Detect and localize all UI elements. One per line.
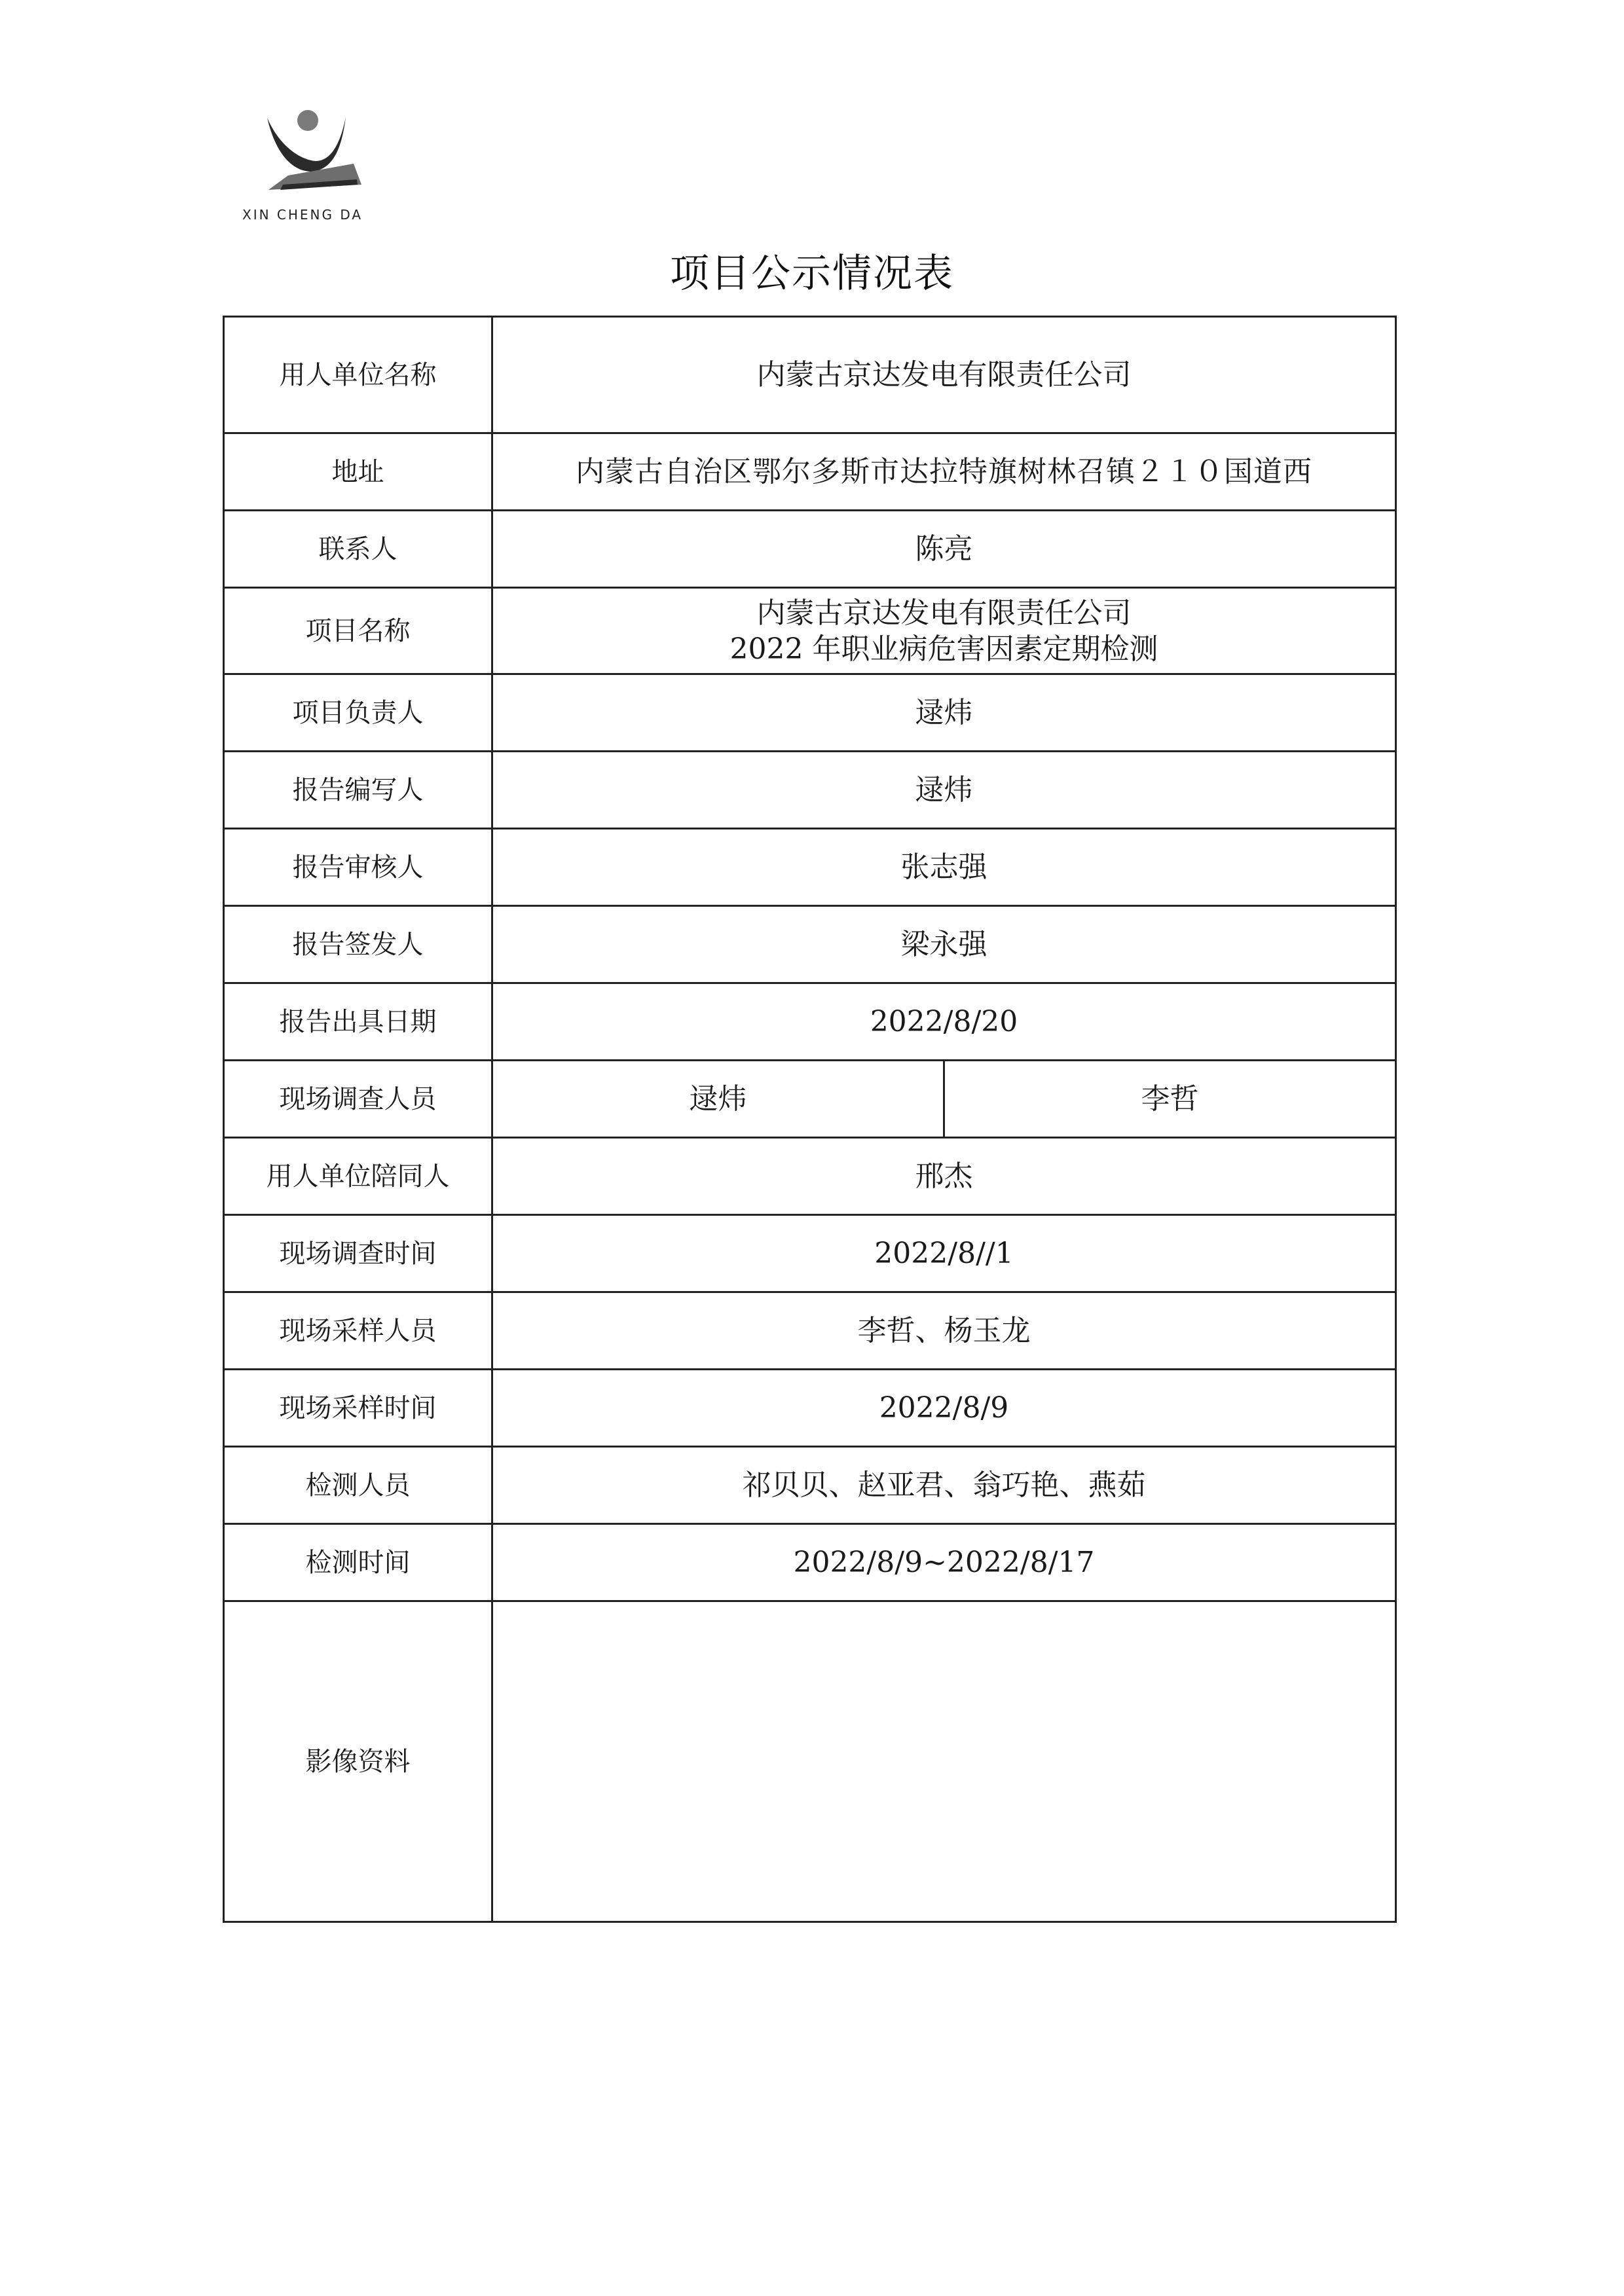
value-contact: 陈亮 xyxy=(492,511,1396,588)
value-sampling-time: 2022/8/9 xyxy=(492,1370,1396,1447)
table-row xyxy=(224,1370,1396,1447)
project-info-table xyxy=(223,316,1397,1923)
value-employer: 内蒙古京达发电有限责任公司 xyxy=(492,317,1396,433)
label-sampling-staff: 现场采样人员 xyxy=(224,1292,492,1370)
label-report-issuer: 报告签发人 xyxy=(224,906,492,983)
table-row xyxy=(224,433,1396,511)
label-project-lead: 项目负责人 xyxy=(224,674,492,752)
label-employer: 用人单位名称 xyxy=(224,317,492,433)
table-row xyxy=(224,674,1396,752)
project-name-line1: 内蒙古京达发电有限责任公司 xyxy=(756,596,1132,630)
value-testing-time: 2022/8/9~2022/8/17 xyxy=(492,1524,1396,1601)
table-row xyxy=(224,1215,1396,1292)
table-row xyxy=(224,752,1396,829)
label-sampling-time: 现场采样时间 xyxy=(224,1370,492,1447)
label-survey-staff: 现场调查人员 xyxy=(224,1061,492,1138)
logo-text: XIN CHENG DA xyxy=(242,207,363,223)
value-employer-escort: 邢杰 xyxy=(492,1138,1396,1215)
table-row xyxy=(224,1292,1396,1370)
logo-mark-icon xyxy=(242,98,373,203)
value-report-issuer: 梁永强 xyxy=(492,906,1396,983)
value-report-writer: 逯炜 xyxy=(492,752,1396,829)
table-row xyxy=(224,1138,1396,1215)
table-row xyxy=(224,1447,1396,1524)
label-report-reviewer: 报告审核人 xyxy=(224,829,492,906)
company-logo xyxy=(242,98,373,229)
value-survey-staff-2: 李哲 xyxy=(944,1061,1396,1138)
label-report-writer: 报告编写人 xyxy=(224,752,492,829)
page-title: 项目公示情况表 xyxy=(670,251,954,297)
label-report-date: 报告出具日期 xyxy=(224,983,492,1061)
value-testing-staff: 祁贝贝、赵亚君、翁巧艳、燕茹 xyxy=(492,1447,1396,1524)
label-images: 影像资料 xyxy=(224,1601,492,1922)
value-report-reviewer: 张志强 xyxy=(492,829,1396,906)
label-testing-staff: 检测人员 xyxy=(224,1447,492,1524)
table-row xyxy=(224,983,1396,1061)
label-address: 地址 xyxy=(224,433,492,511)
table-row xyxy=(224,511,1396,588)
value-report-date: 2022/8/20 xyxy=(492,983,1396,1061)
label-project-name: 项目名称 xyxy=(224,588,492,674)
label-contact: 联系人 xyxy=(224,511,492,588)
table-row xyxy=(224,588,1396,674)
table-row xyxy=(224,1524,1396,1601)
project-name-line2: 2022 年职业病危害因素定期检测 xyxy=(729,632,1158,666)
table-row xyxy=(224,1061,1396,1138)
label-testing-time: 检测时间 xyxy=(224,1524,492,1601)
table-row xyxy=(224,829,1396,906)
label-employer-escort: 用人单位陪同人 xyxy=(224,1138,492,1215)
value-address: 内蒙古自治区鄂尔多斯市达拉特旗树林召镇２１０国道西 xyxy=(492,433,1396,511)
table-row xyxy=(224,1601,1396,1922)
value-images xyxy=(492,1601,1396,1922)
table-row xyxy=(224,906,1396,983)
value-project-name xyxy=(492,588,1396,674)
value-sampling-staff: 李哲、杨玉龙 xyxy=(492,1292,1396,1370)
value-project-lead: 逯炜 xyxy=(492,674,1396,752)
value-survey-time: 2022/8//1 xyxy=(492,1215,1396,1292)
table-row xyxy=(224,317,1396,433)
value-survey-staff-1: 逯炜 xyxy=(492,1061,944,1138)
label-survey-time: 现场调查时间 xyxy=(224,1215,492,1292)
